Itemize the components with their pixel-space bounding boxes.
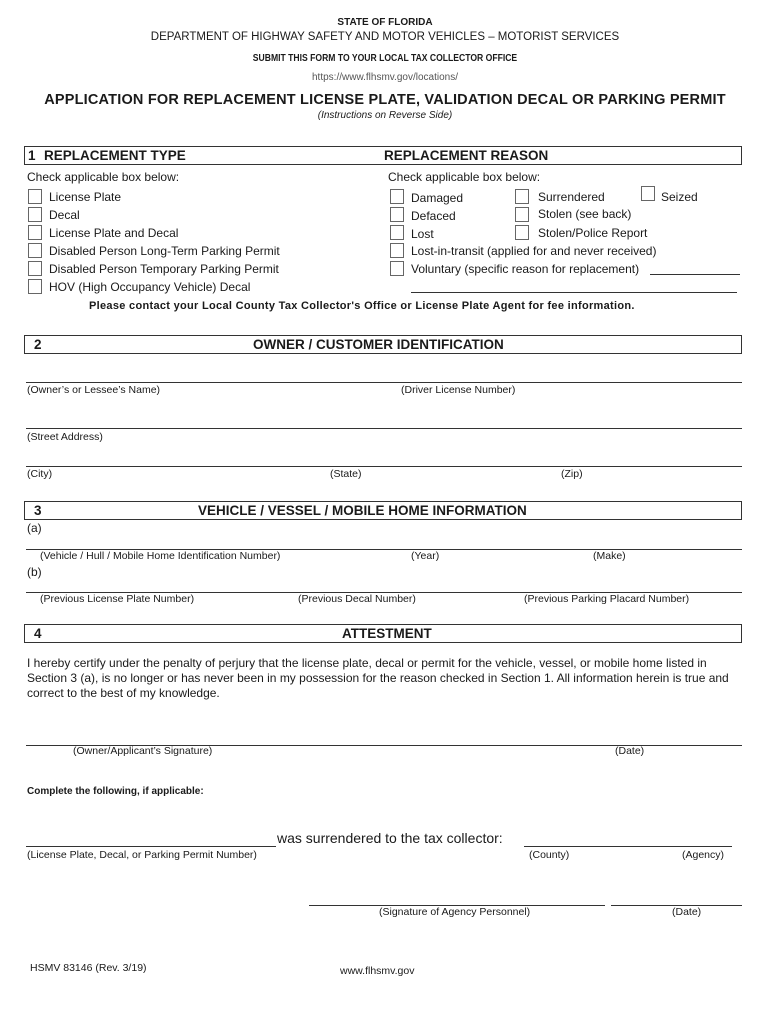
checkbox-stolen-police-report[interactable] xyxy=(515,225,529,240)
checkbox-disabled-long-term[interactable] xyxy=(28,243,42,258)
section-1-header xyxy=(24,146,742,165)
plate-number-label: (License Plate, Decal, or Parking Permit Number) xyxy=(27,849,257,861)
section-number: 2 xyxy=(34,337,42,352)
checkbox-seized[interactable] xyxy=(641,186,655,201)
checkbox-license-plate[interactable] xyxy=(28,189,42,204)
subsection-b-label: (b) xyxy=(27,565,42,579)
previous-placard-label: (Previous Parking Placard Number) xyxy=(524,593,690,605)
reason-label-surrendered: Surrendered xyxy=(538,190,605,204)
zip-label: (Zip) xyxy=(561,468,583,480)
reason-label-seized: Seized xyxy=(661,190,698,204)
city-label: (City) xyxy=(27,468,53,480)
checkbox-decal[interactable] xyxy=(28,207,42,222)
street-address-line[interactable] xyxy=(26,428,742,429)
type-label-disabled-temporary: Disabled Person Temporary Parking Permit xyxy=(49,262,279,276)
type-instruction: Check applicable box below: xyxy=(27,170,180,184)
section-3-header xyxy=(24,501,742,520)
checkbox-hov-decal[interactable] xyxy=(28,279,42,294)
checkbox-surrendered[interactable] xyxy=(515,189,529,204)
section-number: 3 xyxy=(34,503,42,518)
checkbox-lost[interactable] xyxy=(390,225,404,240)
attestment-title: ATTESTMENT xyxy=(342,626,432,641)
instructions-note: (Instructions on Reverse Side) xyxy=(317,110,453,121)
reason-label-damaged: Damaged xyxy=(411,191,464,205)
checkbox-voluntary[interactable] xyxy=(390,261,404,276)
checkbox-disabled-temporary[interactable] xyxy=(28,261,42,276)
locations-link[interactable]: https://www.flhsmv.gov/locations/ xyxy=(312,72,458,83)
vehicle-information-title: VEHICLE / VESSEL / MOBILE HOME INFORMATION xyxy=(198,503,527,518)
county-agency-line[interactable] xyxy=(524,846,732,847)
section-number: 1 xyxy=(28,148,36,163)
section-number: 4 xyxy=(34,626,42,641)
previous-decal-label: (Previous Decal Number) xyxy=(298,593,416,605)
replacement-reason-title: REPLACEMENT REASON xyxy=(384,148,549,163)
reason-label-lost-in-transit: Lost-in-transit (applied for and never received) xyxy=(411,244,657,258)
state-label: (State) xyxy=(330,468,362,480)
section-4-header xyxy=(24,624,742,643)
footer-website: www.flhsmv.gov xyxy=(340,965,415,977)
agency-signature-label: (Signature of Agency Personnel) xyxy=(379,906,531,918)
previous-plate-label: (Previous License Plate Number) xyxy=(40,593,195,605)
agency-date-label: (Date) xyxy=(672,906,702,918)
street-address-label: (Street Address) xyxy=(27,431,103,443)
type-label-decal: Decal xyxy=(49,208,80,222)
signature-date-label: (Date) xyxy=(615,745,645,757)
checkbox-lost-in-transit[interactable] xyxy=(390,243,404,258)
reason-label-lost: Lost xyxy=(411,227,434,241)
vin-label: (Vehicle / Hull / Mobile Home Identification Number) xyxy=(40,550,281,562)
surrendered-statement: was surrendered to the tax collector: xyxy=(277,830,503,846)
department-heading: DEPARTMENT OF HIGHWAY SAFETY AND MOTOR VEHICLES – MOTORIST SERVICES xyxy=(150,31,620,43)
type-label-hov-decal: HOV (High Occupancy Vehicle) Decal xyxy=(49,280,251,294)
reason-label-stolen-police-report: Stolen/Police Report xyxy=(538,226,648,240)
state-heading: STATE OF FLORIDA xyxy=(337,17,433,28)
year-label: (Year) xyxy=(411,550,440,562)
type-label-disabled-long-term: Disabled Person Long-Term Parking Permit xyxy=(49,244,280,258)
driver-license-label: (Driver License Number) xyxy=(401,384,516,396)
fee-note: Please contact your Local County Tax Collector's Office or License Plate Agent for fee information. xyxy=(89,300,635,312)
voluntary-reason-line[interactable] xyxy=(650,274,740,275)
checkbox-stolen[interactable] xyxy=(515,207,529,222)
checkbox-plate-and-decal[interactable] xyxy=(28,225,42,240)
city-state-zip-line[interactable] xyxy=(26,466,742,467)
agency-label: (Agency) xyxy=(682,849,725,861)
make-label: (Make) xyxy=(593,550,626,562)
owner-identification-title: OWNER / CUSTOMER IDENTIFICATION xyxy=(253,337,504,352)
replacement-type-title: REPLACEMENT TYPE xyxy=(44,148,186,163)
form-number: HSMV 83146 (Rev. 3/19) xyxy=(30,962,147,974)
plate-number-line[interactable] xyxy=(26,846,276,847)
reason-label-stolen: Stolen (see back) xyxy=(538,207,632,221)
subsection-a-label: (a) xyxy=(27,521,42,535)
type-label-license-plate: License Plate xyxy=(49,190,122,204)
owner-name-line[interactable] xyxy=(26,382,742,383)
owner-signature-label: (Owner/Applicant’s Signature) xyxy=(73,745,213,757)
county-label: (County) xyxy=(529,849,570,861)
voluntary-reason-line-2[interactable] xyxy=(411,292,737,293)
attestment-text: I hereby certify under the penalty of perjury that the license plate, decal or permit for the vehicle, vessel, or mobile home listed in Section 3 (a), is no longer or has never been in my possession for the reason checked in Section 1. All information herein is true and correct to the best of my knowledge. xyxy=(27,656,729,700)
reason-label-defaced: Defaced xyxy=(411,209,456,223)
owner-name-label: (Owner’s or Lessee’s Name) xyxy=(27,384,161,396)
checkbox-defaced[interactable] xyxy=(390,207,404,222)
complete-instruction: Complete the following, if applicable: xyxy=(27,786,204,797)
reason-instruction: Check applicable box below: xyxy=(388,170,541,184)
reason-label-voluntary: Voluntary (specific reason for replacement) xyxy=(411,262,640,276)
submit-instruction: SUBMIT THIS FORM TO YOUR LOCAL TAX COLLECTOR OFFICE xyxy=(252,53,518,64)
type-label-plate-and-decal: License Plate and Decal xyxy=(49,226,179,240)
form-title: APPLICATION FOR REPLACEMENT LICENSE PLATE, VALIDATION DECAL OR PARKING PERMIT xyxy=(44,92,726,108)
checkbox-damaged[interactable] xyxy=(390,189,404,204)
section-2-header xyxy=(24,335,742,354)
